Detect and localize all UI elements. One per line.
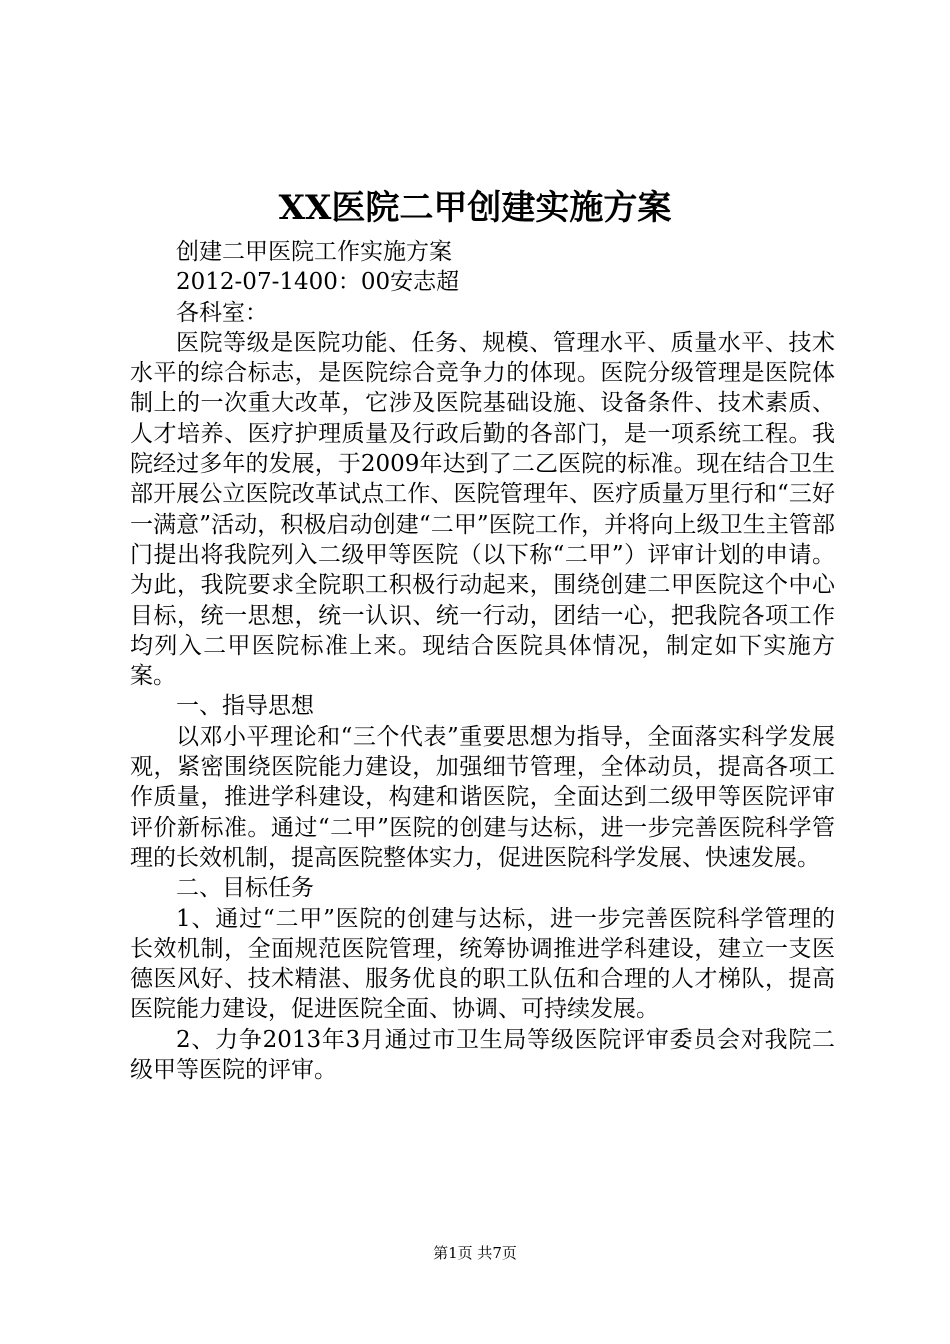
section-heading-guiding-thought: 一、指导思想: [176, 693, 314, 720]
document-body: [130, 237, 835, 1085]
salutation: 各科室：: [176, 299, 268, 326]
section-heading-goals: 二、目标任务: [176, 875, 314, 902]
goal-item-2: 2、力争2013年3月通过市卫生局等级医院评审委员会对我院二级甲等医院的评审。: [130, 1026, 835, 1084]
page-footer: 第1页 共7页: [433, 1244, 517, 1262]
document-title: XX医院二甲创建实施方案: [278, 188, 672, 228]
subtitle: 创建二甲医院工作实施方案: [176, 239, 452, 265]
date-author-line: 2012-07-1400：00安志超: [176, 269, 460, 296]
guiding-thought-paragraph: 以邓小平理论和“三个代表”重要思想为指导，全面落实科学发展观，紧密围绕医院能力建设，加强细节管理，全体动员，提高各项工作质量，推进学科建设，构建和谐医院，全面达到二级甲等医院评审评价新标准。通过“二甲”医院的创建与达标，进一步完善医院科学管理的长效机制，提高医院整体实力，促进医院科学发展、快速发展。: [130, 723, 835, 871]
goal-item-1: 1、通过“二甲”医院的创建与达标，进一步完善医院科学管理的长效机制，全面规范医院管理，统筹协调推进学科建设，建立一支医德医风好、技术精湛、服务优良的职工队伍和合理的人才梯队，提高医院能力建设，促进医院全面、协调、可持续发展。: [130, 905, 835, 1023]
intro-paragraph: 医院等级是医院功能、任务、规模、管理水平、质量水平、技术水平的综合标志，是医院综合竞争力的体现。医院分级管理是医院体制上的一次重大改革，它涉及医院基础设施、设备条件、技术素质、人才培养、医疗护理质量及行政后勤的各部门，是一项系统工程。我院经过多年的发展，于2009年达到了二乙医院的标准。现在结合卫生部开展公立医院改革试点工作、医院管理年、医疗质量万里行和“三好一满意”活动，积极启动创建“二甲”医院工作，并将向上级卫生主管部门提出将我院列入二级甲等医院（以下称“二甲”）评审计划的申请。为此，我院要求全院职工积极行动起来，围绕创建二甲医院这个中心目标，统一思想，统一认识、统一行动，团结一心，把我院各项工作均列入二甲医院标准上来。现结合医院具体情况，制定如下实施方案。: [130, 329, 835, 690]
